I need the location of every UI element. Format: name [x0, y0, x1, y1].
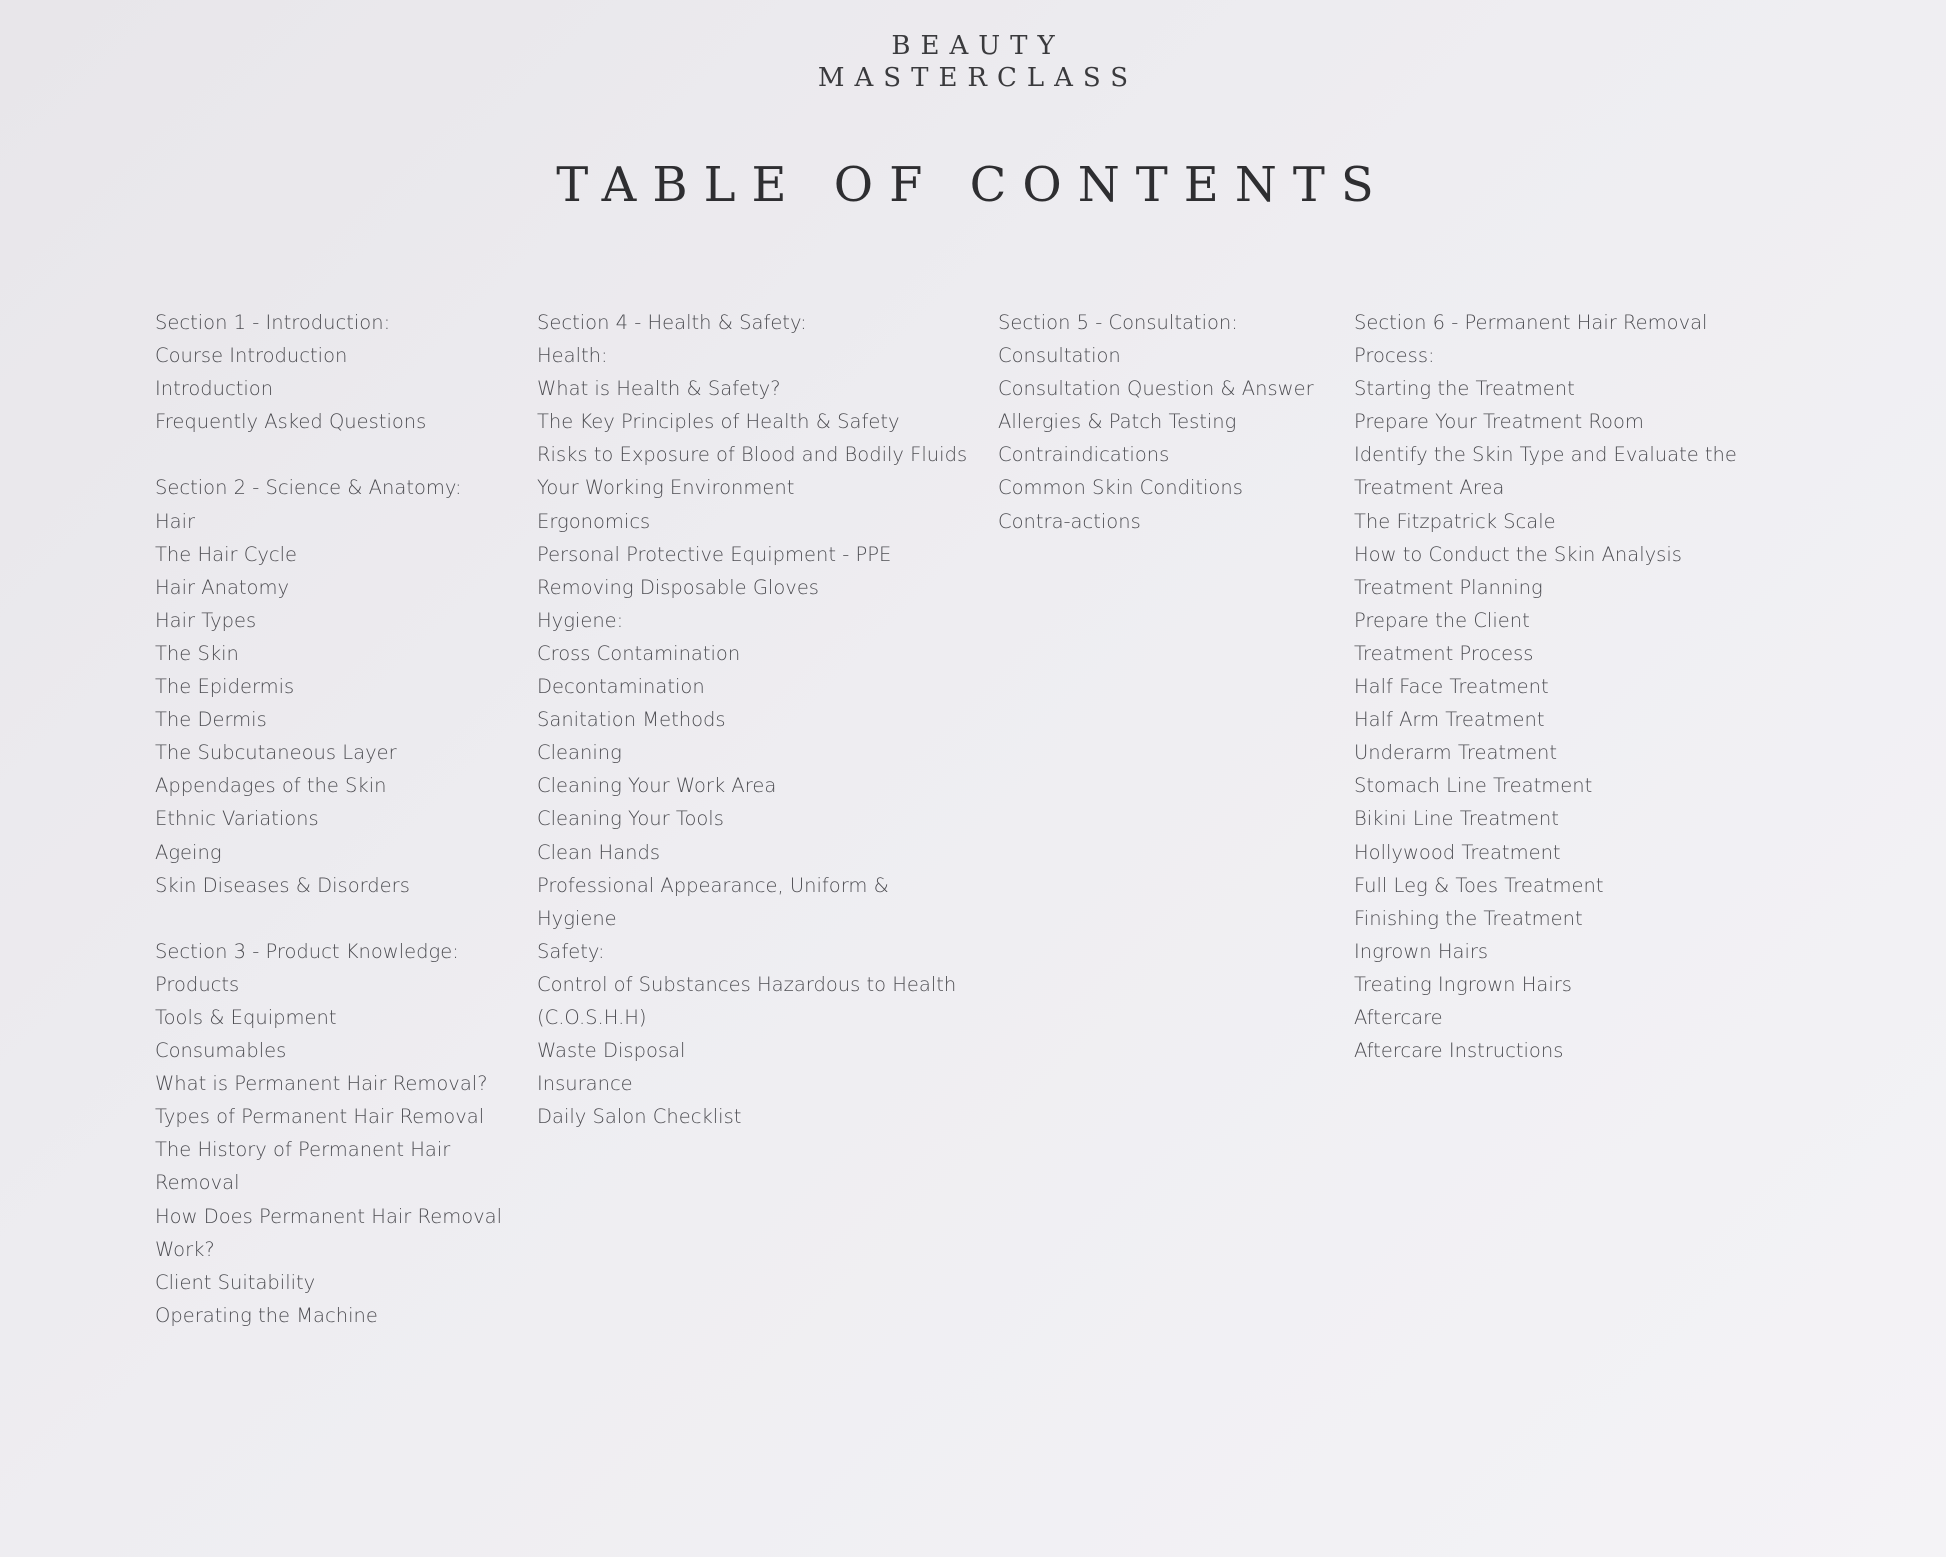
toc-entry: Ethnic Variations — [155, 807, 319, 831]
section-heading: Section 6 - Permanent Hair Removal — [1354, 311, 1708, 334]
toc-entry: What is Permanent Hair Removal? — [155, 1072, 488, 1096]
toc-entry: Aftercare Instructions — [1354, 1039, 1564, 1063]
toc-entry: Hygiene: — [537, 608, 624, 632]
toc-entry: The Key Principles of Health & Safety — [537, 410, 900, 434]
toc-entry: Process: — [1354, 344, 1435, 368]
toc-entry: Cleaning Your Tools — [537, 807, 724, 831]
toc-entry: Skin Diseases & Disorders — [155, 873, 410, 897]
toc-entry: Starting the Treatment — [1354, 377, 1575, 401]
toc-entry: Waste Disposal — [537, 1039, 686, 1063]
toc-entry: The History of Permanent Hair — [155, 1138, 451, 1162]
toc-entry: Consultation Question & Answer — [998, 377, 1314, 401]
toc-entry: Cross Contamination — [537, 641, 741, 665]
toc-column-2 — [537, 306, 987, 1133]
toc-entry: Treatment Planning — [1354, 575, 1543, 599]
toc-entry: Hair — [155, 509, 196, 533]
toc-entry: Ergonomics — [537, 509, 651, 533]
toc-entry: The Dermis — [155, 708, 267, 732]
toc-entry: (C.O.S.H.H) — [537, 1005, 647, 1029]
toc-entry: Bikini Line Treatment — [1354, 807, 1559, 831]
toc-entry: Personal Protective Equipment - PPE — [537, 542, 892, 566]
toc-column-1 — [155, 306, 515, 1332]
toc-entry: The Skin — [155, 641, 239, 665]
toc-entry: How Does Permanent Hair Removal — [155, 1204, 503, 1228]
toc-entry: The Fitzpatrick Scale — [1354, 509, 1556, 533]
brand-line-1: BEAUTY — [891, 31, 1065, 61]
toc-entry: Aftercare — [1354, 1005, 1443, 1029]
toc-entry: Hollywood Treatment — [1354, 840, 1561, 864]
toc-entry: Frequently Asked Questions — [155, 410, 427, 434]
toc-entry: The Epidermis — [155, 675, 295, 699]
page-title: TABLE OF CONTENTS — [556, 157, 1390, 213]
toc-entry: Appendages of the Skin — [155, 774, 387, 798]
toc-entry: Cleaning Your Work Area — [537, 774, 777, 798]
toc-entry: Professional Appearance, Uniform & — [537, 873, 889, 897]
section-heading: Section 1 - Introduction: — [155, 311, 391, 334]
toc-entry: Control of Substances Hazardous to Health — [537, 972, 957, 996]
brand-logo — [0, 30, 1946, 94]
toc-entry: Clean Hands — [537, 840, 661, 864]
toc-entry: Decontamination — [537, 675, 705, 699]
toc-entry: Contraindications — [998, 443, 1170, 467]
toc-entry: Finishing the Treatment — [1354, 906, 1583, 930]
toc-entry: Removal — [155, 1171, 240, 1195]
toc-entry: Insurance — [537, 1072, 633, 1096]
section-heading: Section 5 - Consultation: — [998, 311, 1238, 334]
toc-entry: The Subcutaneous Layer — [155, 741, 397, 765]
toc-entry: Operating the Machine — [155, 1303, 378, 1327]
toc-entry: Half Face Treatment — [1354, 675, 1549, 699]
toc-entry: What is Health & Safety? — [537, 377, 781, 401]
toc-column-4 — [1354, 306, 1814, 1067]
toc-entry: Prepare Your Treatment Room — [1354, 410, 1644, 434]
toc-entry: Removing Disposable Gloves — [537, 575, 819, 599]
toc-column-3 — [998, 306, 1348, 538]
toc-entry: Products — [155, 972, 240, 996]
toc-entry: Contra-actions — [998, 509, 1141, 533]
toc-entry: Risks to Exposure of Blood and Bodily Fluids — [537, 443, 968, 467]
section-heading: Section 4 - Health & Safety: — [537, 311, 807, 334]
section-spacer — [155, 902, 515, 935]
toc-entry: Consumables — [155, 1039, 287, 1063]
toc-entry: How to Conduct the Skin Analysis — [1354, 542, 1682, 566]
section-spacer — [155, 438, 515, 471]
toc-entry: Prepare the Client — [1354, 608, 1530, 632]
toc-entry: Allergies & Patch Testing — [998, 410, 1237, 434]
toc-entry: Daily Salon Checklist — [537, 1105, 742, 1129]
toc-entry: Hair Anatomy — [155, 575, 290, 599]
brand-line-2: MASTERCLASS — [817, 63, 1139, 93]
toc-entry: Work? — [155, 1237, 215, 1261]
toc-entry: Ingrown Hairs — [1354, 939, 1489, 963]
toc-entry: Ageing — [155, 840, 222, 864]
toc-entry: Health: — [537, 344, 608, 368]
toc-entry: Your Working Environment — [537, 476, 795, 500]
toc-entry: Treatment Process — [1354, 641, 1534, 665]
toc-entry: Identify the Skin Type and Evaluate the — [1354, 443, 1737, 467]
toc-entry: Common Skin Conditions — [998, 476, 1243, 500]
toc-entry: Treatment Area — [1354, 476, 1505, 500]
toc-entry: Full Leg & Toes Treatment — [1354, 873, 1604, 897]
section-heading: Section 2 - Science & Anatomy: — [155, 476, 462, 500]
toc-entry: Stomach Line Treatment — [1354, 774, 1593, 798]
toc-entry: Treating Ingrown Hairs — [1354, 972, 1572, 996]
toc-entry: Course Introduction — [155, 344, 348, 368]
toc-columns — [0, 306, 1946, 1406]
toc-entry: Introduction — [155, 377, 274, 401]
toc-entry: Tools & Equipment — [155, 1005, 337, 1029]
toc-entry: Types of Permanent Hair Removal — [155, 1105, 485, 1129]
toc-entry: Hygiene — [537, 906, 617, 930]
toc-entry: The Hair Cycle — [155, 542, 298, 566]
toc-entry: Consultation — [998, 344, 1121, 368]
toc-entry: Half Arm Treatment — [1354, 708, 1545, 732]
toc-entry: Safety: — [537, 939, 605, 963]
toc-entry: Sanitation Methods — [537, 708, 726, 732]
toc-entry: Underarm Treatment — [1354, 741, 1558, 765]
toc-entry: Cleaning — [537, 741, 622, 765]
section-heading: Section 3 - Product Knowledge: — [155, 939, 459, 963]
toc-entry: Client Suitability — [155, 1270, 316, 1294]
toc-entry: Hair Types — [155, 608, 257, 632]
